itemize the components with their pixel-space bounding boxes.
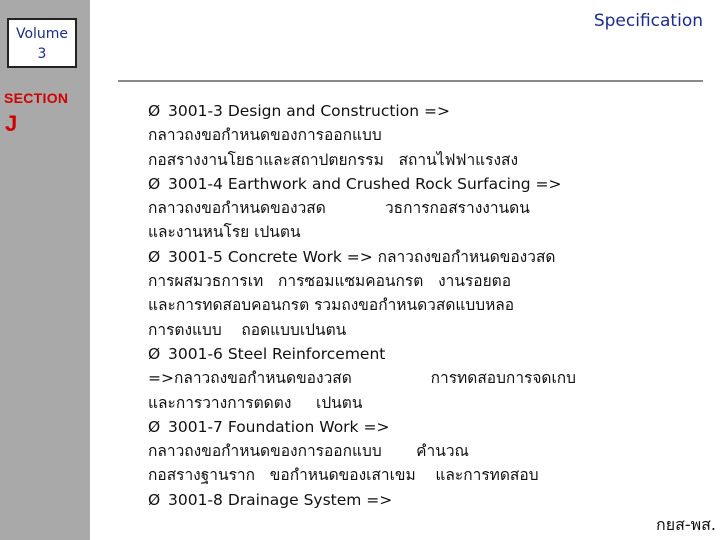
line-text: กลาวถงขอกำหนดของการออกแบบ คำนวณ	[148, 442, 469, 461]
spec-item-text	[148, 366, 648, 390]
spec-item-heading	[148, 245, 648, 269]
spec-item-text	[148, 293, 648, 317]
spec-item-text	[148, 439, 648, 463]
line-text: 3001-6 Steel Reinforcement	[168, 344, 386, 363]
spec-item-text	[148, 318, 648, 342]
sidebar	[0, 0, 90, 540]
volume-number: 3	[37, 46, 47, 62]
line-text: กอสรางงานโยธาและสถาปตยกรรม สถานไฟฟาแรงสง	[148, 150, 519, 169]
spec-item-heading	[148, 488, 648, 512]
arrow-bullet-icon: Ø	[148, 174, 161, 193]
line-text: การตงแบบ ถอดแบบเปนตน	[148, 320, 347, 339]
arrow-bullet-icon: Ø	[148, 417, 161, 436]
line-text: 3001-4 Earthwork and Crushed Rock Surfacing =>	[168, 174, 562, 193]
line-text: 3001-8 Drainage System =>	[168, 490, 393, 509]
spec-item-text	[148, 123, 648, 147]
volume-box	[7, 18, 77, 68]
arrow-bullet-icon: Ø	[148, 490, 161, 509]
spec-item-heading	[148, 415, 648, 439]
spec-item-text	[148, 463, 648, 487]
section-label: SECTION	[4, 90, 69, 106]
line-text: กลาวถงขอกำหนดของวสด วธการกอสรางงานดน	[148, 199, 530, 218]
page-title: Specification	[593, 11, 703, 31]
spec-item-text	[148, 269, 648, 293]
section-letter: J	[5, 111, 18, 136]
arrow-bullet-icon: Ø	[148, 247, 161, 266]
spec-item-heading	[148, 99, 648, 123]
header-divider	[118, 80, 703, 82]
line-text: การผสมวธการเท การซอมแซมคอนกรต งานรอยตอ	[148, 272, 512, 291]
footer-org: กยส-พส.	[656, 515, 716, 534]
line-text: 3001-7 Foundation Work =>	[168, 417, 390, 436]
arrow-bullet-icon: Ø	[148, 102, 161, 120]
volume-label: Volume	[15, 26, 69, 42]
line-text: กอสรางฐานราก ขอกำหนดของเสาเขม และการทดสอบ	[148, 466, 539, 485]
line-text: 3001-5 Concrete Work => กลาวถงขอกำหนดของวสด	[168, 247, 556, 266]
line-text: และการทดสอบคอนกรต รวมถงขอกำหนดวสดแบบหลอ	[148, 296, 515, 315]
spec-item-heading	[148, 342, 648, 366]
spec-item-heading	[148, 172, 648, 196]
line-text: กลาวถงขอกำหนดของการออกแบบ	[148, 126, 382, 145]
line-text: และงานหนโรย เปนตน	[148, 223, 301, 242]
line-text: 3001-3 Design and Construction =>	[168, 102, 450, 120]
line-text: =>กลาวถงขอกำหนดของวสด การทดสอบการจดเกบ	[148, 369, 577, 388]
spec-item-text	[148, 391, 648, 415]
spec-item-text	[148, 196, 648, 220]
spec-content	[148, 99, 648, 512]
line-text: และการวางการตดตง เปนตน	[148, 393, 363, 412]
spec-item-text	[148, 220, 648, 244]
spec-item-text	[148, 148, 648, 172]
arrow-bullet-icon: Ø	[148, 344, 161, 363]
